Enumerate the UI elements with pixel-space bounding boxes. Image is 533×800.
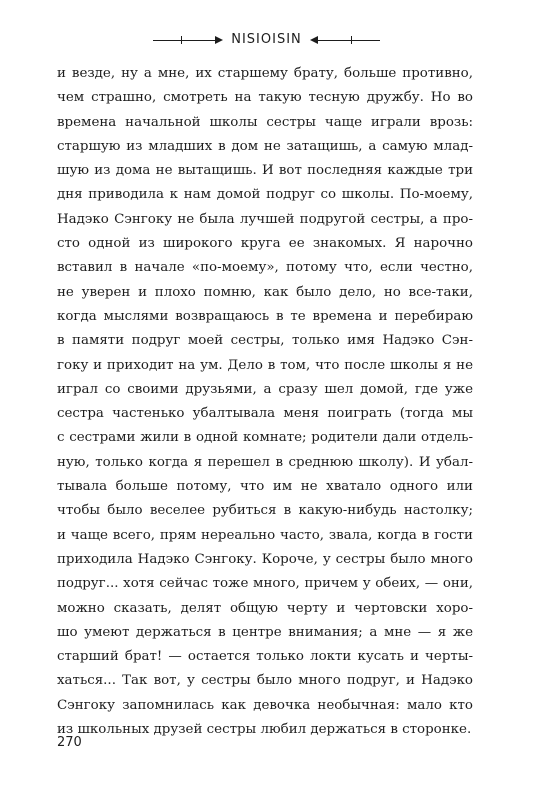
text-line: старшую из младших в дом не затащишь, а самую млад-	[57, 138, 473, 154]
text-line: не уверен и плохо помню, как было дело, но все-таки,	[57, 284, 473, 300]
text-line: чем страшно, смотреть на такую тесную дружбу. Но во	[57, 90, 473, 106]
text-line: из школьных друзей сестры любил держаться в сторонке.	[57, 722, 472, 738]
text-line: и чаще всего, прям нереально часто, звала, когда в гости	[57, 527, 473, 543]
text-line: с сестрами жили в одной комнате; родители дали отдель-	[57, 430, 473, 446]
text-line: играл со своими друзьями, а сразу шел домой, где уже	[57, 381, 473, 397]
left-ornament-icon	[153, 33, 223, 47]
text-line: Сэнгоку запомнилась как девочка необычная: мало кто	[57, 697, 473, 713]
text-line: вставил в начале «по-моему», потому что, если честно,	[57, 260, 473, 276]
running-title: NISIOISIN	[231, 32, 302, 47]
text-line: шо умеют держаться в центре внимания; а мне — я же	[57, 624, 473, 640]
text-line: гоку и приходит на ум. Дело в том, что после школы я не	[57, 357, 473, 373]
page-number: 270	[57, 735, 82, 750]
text-line: когда мыслями возвращаюсь в те времена и перебираю	[57, 308, 473, 324]
running-header	[0, 30, 533, 50]
text-line: дня приводила к нам домой подруг со школы. По-моему,	[57, 187, 473, 203]
text-line: шую из дома не вытащишь. И вот последняя каждые три	[57, 163, 473, 179]
right-ornament-icon	[310, 33, 380, 47]
text-line: хаться... Так вот, у сестры было много подруг, и Надэко	[57, 673, 473, 689]
text-line: в памяти подруг моей сестры, только имя Надэко Сэн-	[57, 333, 473, 349]
text-line: сто одной из широкого круга ее знакомых. Я нарочно	[57, 236, 473, 252]
text-line: тывала больше потому, что им не хватало одного или	[57, 479, 473, 495]
text-line: времена начальной школы сестры чаще играли врозь:	[57, 114, 473, 130]
text-line: чтобы было веселее рубиться в какую-нибудь настолку;	[57, 503, 473, 519]
text-line: Надэко Сэнгоку не была лучшей подругой сестры, а про-	[57, 211, 473, 227]
text-line: подруг... хотя сейчас тоже много, причем у обеих, — они,	[57, 576, 473, 592]
text-line: приходила Надэко Сэнгоку. Короче, у сестры было много	[57, 551, 473, 567]
text-line: и везде, ну а мне, их старшему брату, больше противно,	[57, 66, 473, 81]
text-line: сестра частенько убалтывала меня поиграть (тогда мы	[57, 406, 473, 422]
text-line: старший брат! — остается только локти кусать и черты-	[57, 649, 473, 665]
body-text	[57, 62, 473, 742]
text-line: ную, только когда я перешел в среднюю школу). И убал-	[57, 454, 473, 470]
text-line: можно сказать, делят общую черту и чертовски хоро-	[57, 600, 473, 616]
